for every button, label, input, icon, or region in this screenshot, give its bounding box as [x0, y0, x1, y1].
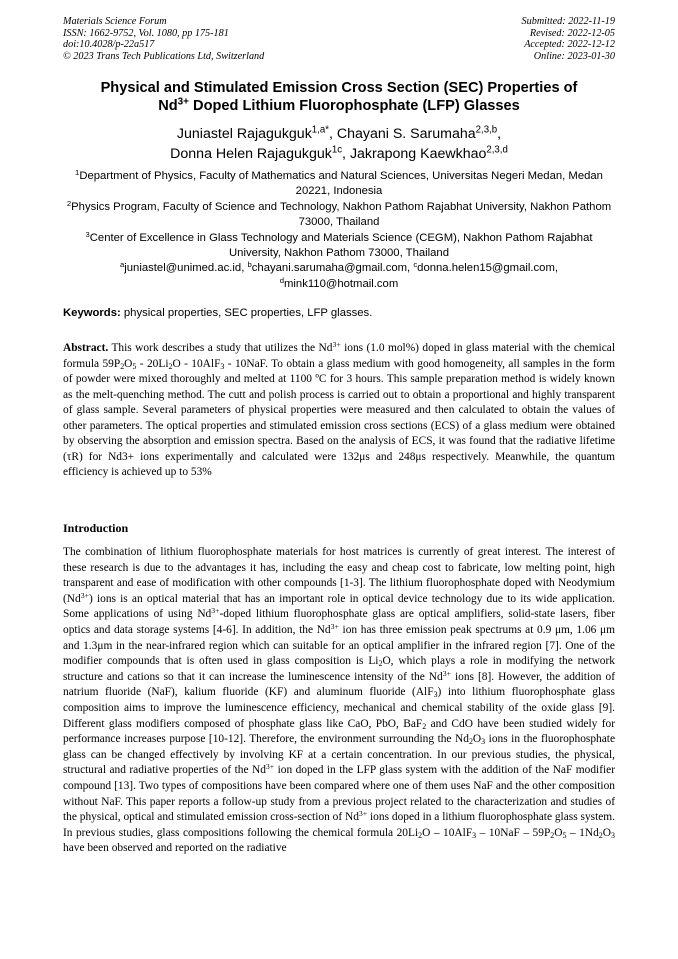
author-line-1: Juniastel Rajagukguk$^{1,a*}$, Chayani S. Sarumaha$^{2,3,b}$,	[176, 124, 502, 142]
journal-copyright: © 2023 Trans Tech Publications Ltd, Switzerland	[63, 50, 265, 62]
text-run: 3	[611, 830, 615, 840]
text-run: ions doped in a lithium fluorophosphate glass system. In previous studies, glass compositions following the chemical formula 20Li	[63, 811, 615, 839]
author-name: Chayani S. Sarumaha	[336, 126, 476, 142]
affiliation: $^2$Physics Program, Faculty of Science and Technology, Nakhon Pathom Rajabhat University, Nakhon Pathom 73000, Thailand	[66, 198, 612, 229]
date-submitted: Submitted: 2022-11-19	[521, 16, 615, 27]
text-run: ) into lithium fluorophosphate glass composition aims to improve the luminescence efficiency, mechanical and chemical stability of the oxide glass [9]. Different glass modifiers composed of phosphate glass like CaO, PbO, BaF	[63, 686, 615, 730]
text-run: 3+	[442, 668, 451, 678]
date-revised: Revised: 2022-12-05	[529, 27, 615, 39]
keywords-label: Keywords:	[63, 307, 121, 319]
text-run: 2	[418, 830, 423, 840]
affiliation: $^1$Department of Physics, Faculty of Mathematics and Natural Sciences, Universitas Negeri Medan, Medan 20221, Indonesia	[75, 167, 603, 198]
text-run: 2	[550, 830, 555, 840]
text-run: 2	[378, 659, 383, 669]
text-run: 3+	[211, 606, 220, 616]
text-run: ions (1.0 mol%) doped in glass material with the chemical formula 59P	[63, 342, 615, 370]
author-list	[63, 124, 615, 164]
abstract-body	[63, 339, 615, 479]
text-run: – 1Nd	[566, 826, 599, 839]
abstract-label: Abstract.	[63, 342, 109, 354]
text-run: The combination of lithium fluorophosphate materials for host matrices is currently of great interest. The interest of these research is due to the advantages it has, including the easy and cheap cost to fabricate, low melting point, high transparent and ease of modification with other compounds [1-3]. The lithium fluorophosphate doped with Neodymium (Nd	[63, 546, 615, 605]
title-line-2: $Nd^{3+}$ Doped Lithium Fluorophosphate (LFP) Glasses	[158, 96, 520, 114]
journal-name: Materials Science Forum	[63, 16, 167, 27]
text-run: 2	[598, 830, 603, 840]
author-name: Jakrapong Kaewkhao	[349, 146, 487, 162]
text-run: O	[472, 733, 482, 746]
text-run: ions in the fluorophosphate glass can be changed effectively by involving KF at a certain concentration. In our previous studies, the physical, structural and radiative properties of the Nd	[63, 733, 615, 777]
keywords	[63, 306, 615, 320]
title-line-1: Physical and Stimulated Emission Cross Section (SEC) Properties of	[100, 80, 578, 96]
text-run: 3+	[265, 762, 275, 772]
text-run: and CdO have been studied widely for performance increases purpose [10-12]. Therefore, the environment surrounding the Nd	[63, 717, 615, 746]
text-run: O	[124, 357, 133, 370]
text-run: O - 10AlF	[172, 357, 221, 370]
affiliation: $^3$Center of Excellence in Glass Technology and Materials Science (CEGM), Nakhon Pathom Rajabhat University, Nakhon Pathom 73000, Thailand	[85, 229, 593, 260]
text-run: - 20Li	[136, 357, 169, 370]
publication-dates	[522, 16, 615, 62]
text-run: O, which plays a role in modifying the network structure and cations so that it can increase the luminescence intensity of the Nd	[63, 655, 615, 683]
section-heading-introduction: Introduction	[63, 521, 129, 535]
text-run: 5	[562, 830, 567, 840]
text-run: ions [8]. However, the addition of natrium fluoride (NaF), kalium fluoride (KF) and aluminum fluoride (AlF	[63, 670, 615, 699]
introduction-body	[63, 545, 615, 857]
text-run: 2	[422, 721, 427, 731]
text-run: 2	[468, 737, 473, 747]
text-run: ion has three emission peak spectrums at 0.9 μm, 1.06 μm and 1.3μm in the near-infrared region which can suitable for an optical amplifier in the infrared region [7]. One of the modifier compounds that is often used in glass composition is Li	[63, 623, 615, 668]
text-run: O	[602, 826, 612, 839]
author-emails: $^a$juniastel@unimed.ac.id, $^b$chayani.sarumaha@gmail.com, $^c$donna.helen15@gmail.com, $^d$mink110@hotmail.com	[119, 260, 559, 290]
author-name: Donna Helen Rajagukguk	[170, 146, 332, 162]
text-run: 2	[168, 361, 173, 371]
text-run: 3	[433, 690, 438, 700]
email-link: juniastel@unimed.ac.id,	[124, 262, 248, 275]
text-run: 3+	[80, 590, 89, 600]
email-link: mink110@hotmail.com	[284, 277, 399, 290]
author-name: Juniastel Rajagukguk	[176, 126, 312, 142]
date-accepted: Accepted: 2022-12-12	[524, 39, 615, 51]
paper-title	[63, 80, 615, 115]
email-link: chayani.sarumaha@gmail.com,	[251, 262, 414, 275]
email-link: donna.helen15@gmail.com,	[417, 262, 559, 275]
text-run: ion doped in the LFP glass system with the addition of the NaF modifier compound [13]. Two types of compositions have been compared where one of them uses NaF and the other composition without NaF. This paper reports a follow-up study from a previous project related to the characterization and studies of the physical, optical and stimulated emission cross-section of Nd	[63, 764, 615, 824]
text-run: 5	[132, 361, 137, 371]
text-run: 3+	[332, 339, 341, 349]
text-run: have been observed and reported on the radiative	[63, 842, 287, 855]
journal-info	[63, 16, 264, 62]
abstract	[63, 341, 615, 481]
date-online: Online: 2023-01-30	[533, 50, 615, 62]
text-run: ) ions is an optical material that has an important role in optical device technology due to its wide application. Some applications of using Nd	[63, 592, 615, 621]
text-run: O – 10AlF	[422, 826, 473, 839]
text-run: 3	[220, 361, 225, 371]
keywords-text: physical properties, SEC properties, LFP glasses.	[120, 307, 373, 319]
author-line-2: Donna Helen Rajagukguk$^{1c}$, Jakrapong Kaewkhao$^{2,3,d}$	[170, 144, 508, 162]
text-run: 3	[472, 830, 477, 840]
text-run: 3+	[358, 808, 368, 818]
text-run: -doped lithium fluorophosphate glass are optical amplifiers, solid-state lasers, fiber optics and data storage systems [4-6]. In addition, the Nd	[63, 608, 615, 636]
journal-doi: doi:10.4028/p-22a517	[63, 39, 155, 51]
affiliations	[63, 169, 615, 292]
journal-issn: ISSN: 1662-9752, Vol. 1080, pp 175-181	[63, 27, 229, 39]
text-run: 3	[481, 737, 486, 747]
text-run: O	[554, 826, 563, 839]
text-run: - 10NaF. To obtain a glass medium with good homogeneity, all samples in the form of powder were mixed thoroughly and melted at 1100 ºC for 3 hours. This sample preparation method is widely known as the melt-quenching method. The cutt and polish process is carried out to obtain a proportional and highly transparent of glass sample. Several parameters of physical properties were measured and then calculated to obtain the values of other parameters. The optical properties and stimulated emission cross sections (ECS) of a glass medium were obtained by observing the absorption and emission spectra. Based on the analysis of ECS, it was found that the radiative lifetime (τR) for Nd3+ ions experimentally and calculated were 132μs and 248μs respectively. Meanwhile, the quantum efficiency is achieved up to 53%	[63, 357, 615, 479]
text-run: – 10NaF – 59P	[476, 826, 551, 839]
text-run: 2	[120, 361, 125, 371]
text-run: 3+	[330, 621, 339, 631]
text-run: This work describes a study that utilizes the Nd	[108, 342, 333, 354]
